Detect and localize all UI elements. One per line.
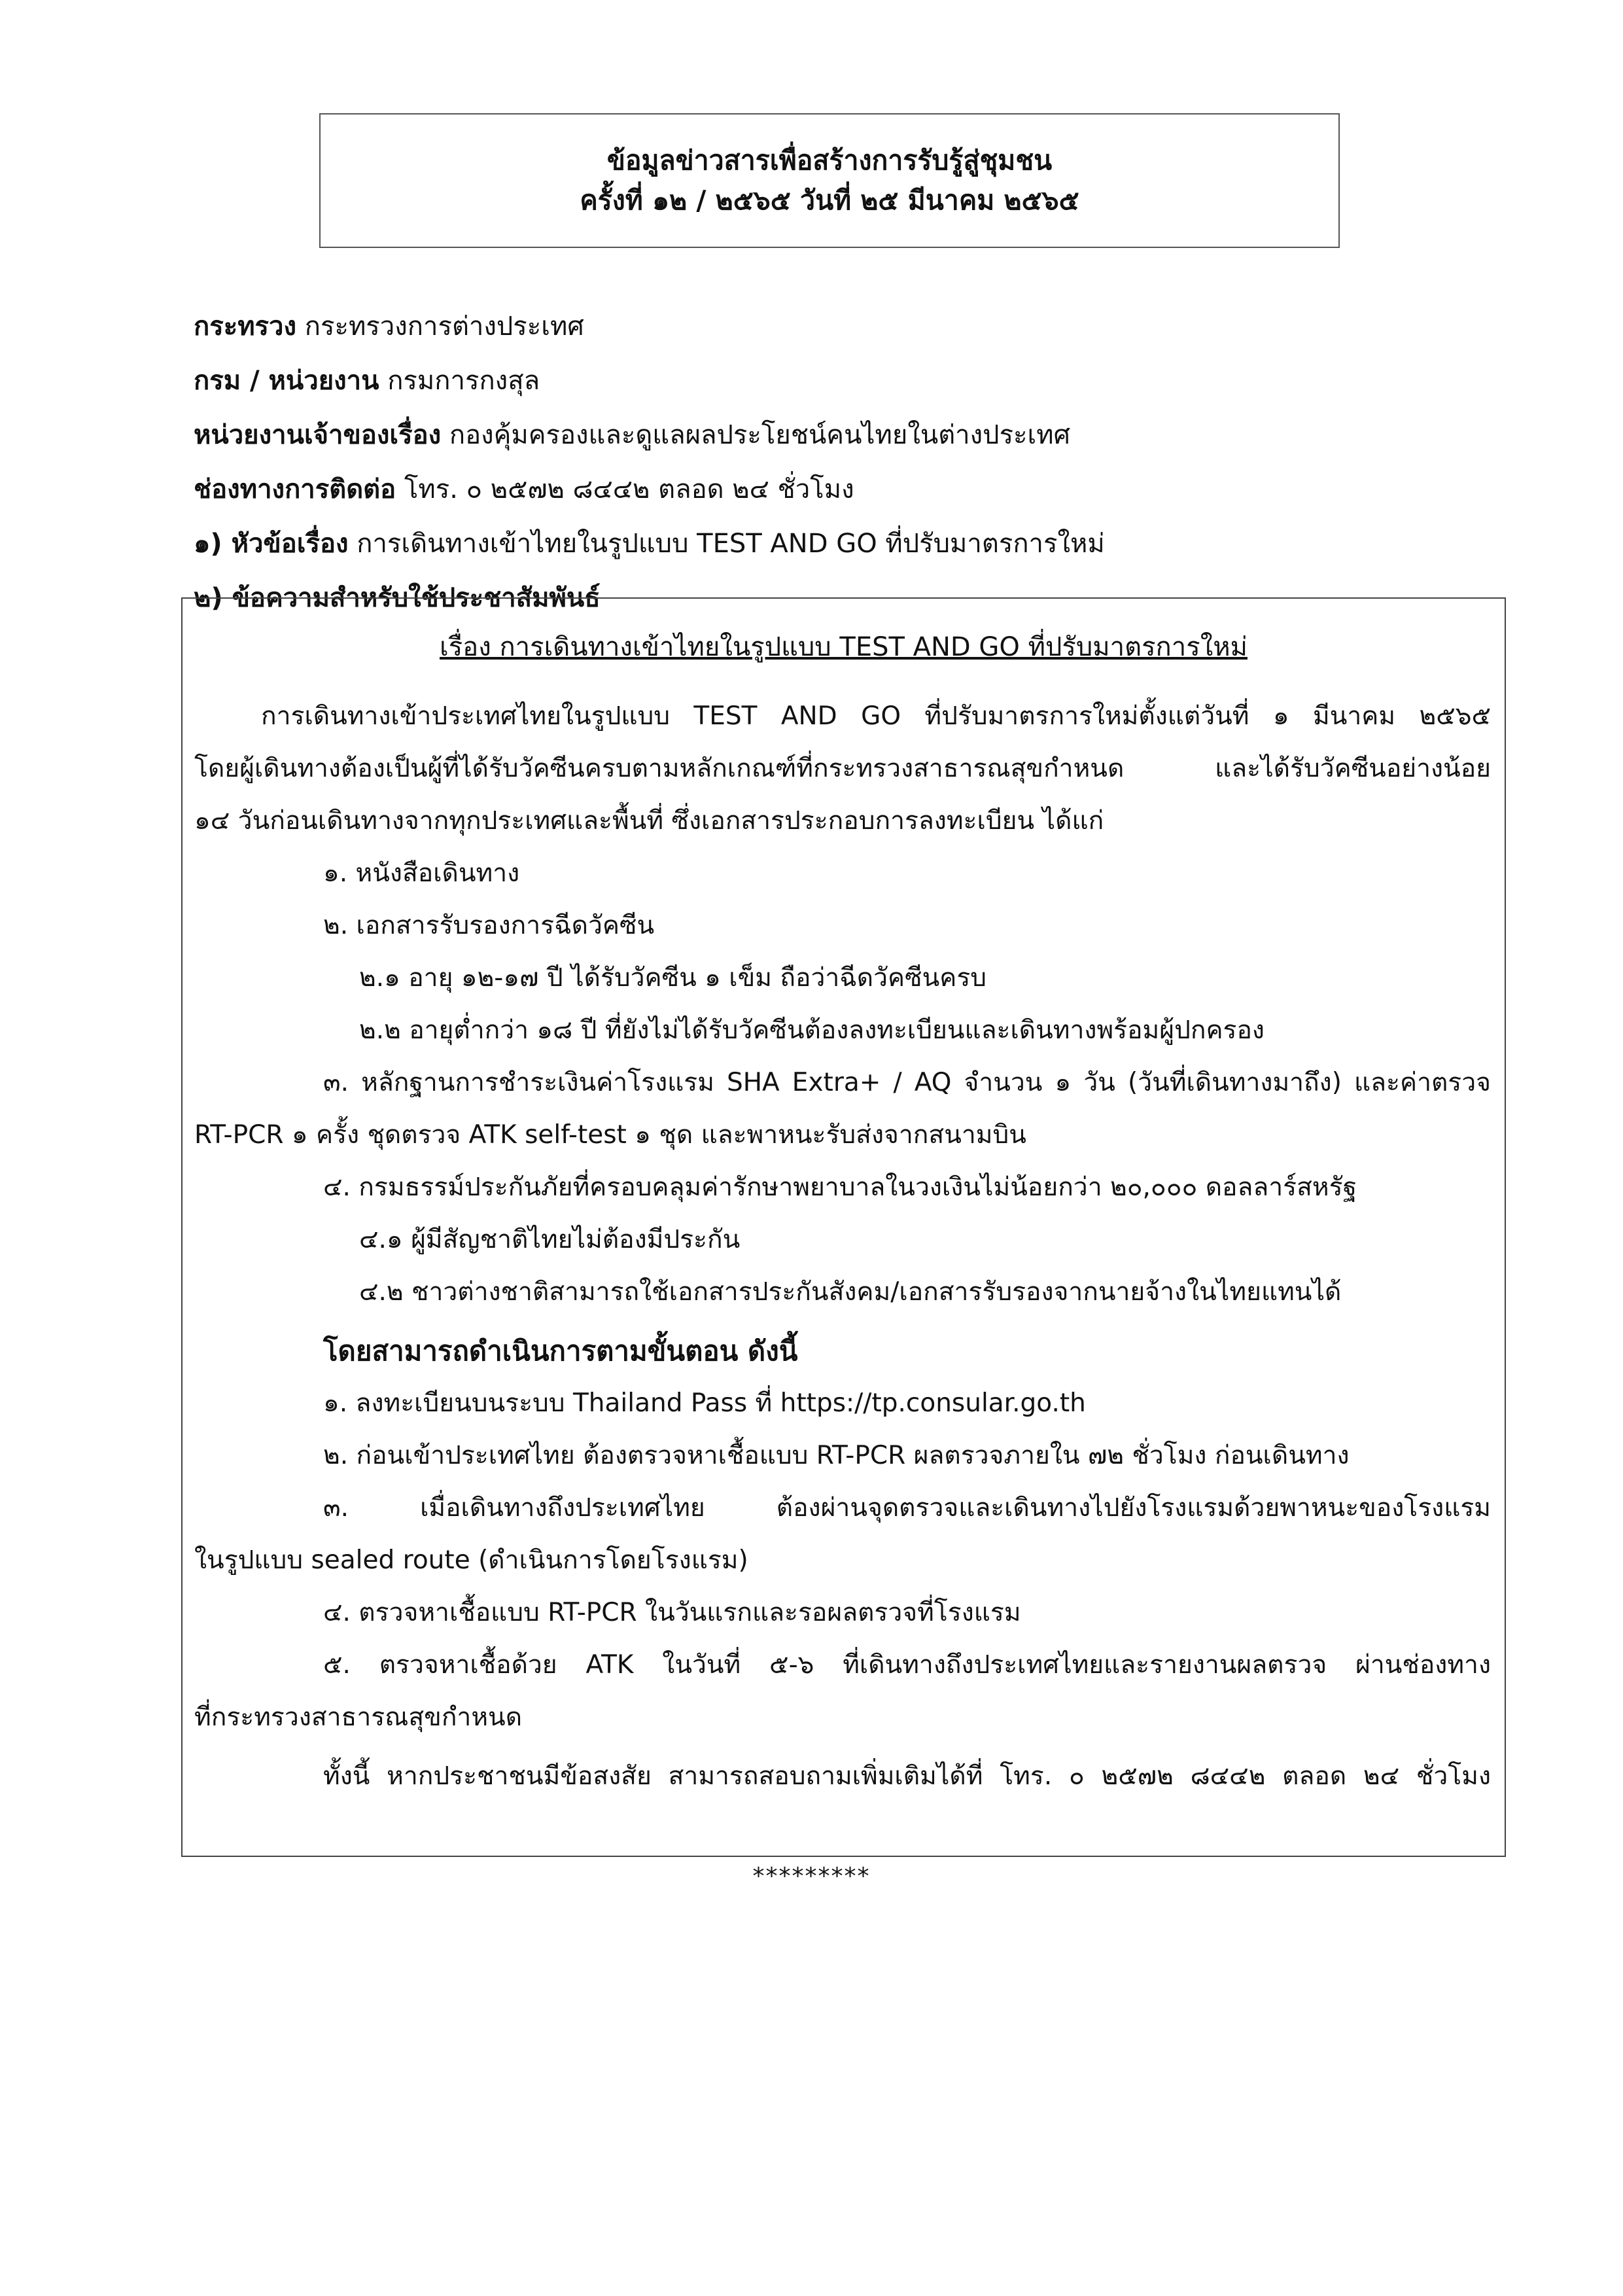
document-header-box [319,113,1340,248]
ministry-label: กระทรวง [194,311,297,342]
message-label: ๒) ข้อความสำหรับใช้ประชาสัมพันธ์ [194,583,601,613]
intro-line-1: การเดินทางเข้าประเทศไทยในรูปแบบ TEST AND GO ที่ปรับมาตรการใหม่ตั้งแต่วันที่ ๑ มีนาคม ๒๕๖๕ [261,701,1491,731]
step-4: ๔. ตรวจหาเชื้อแบบ RT-PCR ในวันแรกและรอผลตรวจที่โรงแรม [323,1598,1021,1627]
step-3: ๓. เมื่อเดินทางถึงประเทศไทย ต้องผ่านจุดตรวจและเดินทางไปยังโรงแรมด้วยพาหนะของโรงแรม [323,1493,1491,1523]
step-1: ๑. ลงทะเบียนบนระบบ Thailand Pass ที่ https://tp.consular.go.th [323,1388,1086,1418]
ministry-value: กระทรวงการต่างประเทศ [304,311,584,342]
department-label: กรม / หน่วยงาน [194,366,379,396]
closing-line: ทั้งนี้ หากประชาชนมีข้อสงสัย สามารถสอบถามเพิ่มเติมได้ที่ โทร. ๐ ๒๕๗๒ ๘๔๔๒ ตลอด ๒๔ ชั่วโมง [323,1761,1491,1791]
step-5-cont: ที่กระทรวงสาธารณสุขกำหนด [194,1703,523,1732]
ministry-row [194,300,1502,354]
step-3-cont: ในรูปแบบ sealed route (ดำเนินการโดยโรงแรม) [194,1545,748,1575]
department-value: กรมการกงสุล [387,366,540,396]
step-5: ๕. ตรวจหาเชื้อด้วย ATK ในวันที่ ๕-๖ ที่เดินทางถึงประเทศไทยและรายงานผลตรวจ ผ่านช่องทาง [323,1650,1491,1680]
document-item-4-1: ๔.๑ ผู้มีสัญชาติไทยไม่ต้องมีประกัน [359,1225,741,1254]
document-item-2-1: ๒.๑ อายุ ๑๒-๑๗ ปี ได้รับวัคซีน ๑ เข็ม ถือว่าฉีดวัคซีนครบ [359,963,987,993]
topic-value: การเดินทางเข้าไทยในรูปแบบ TEST AND GO ที่ปรับมาตรการใหม่ [357,529,1105,559]
steps-heading: โดยสามารถดำเนินการตามขั้นตอน ดังนี้ [323,1335,798,1367]
owner-value: กองคุ้มครองและดูแลผลประโยชน์คนไทยในต่างประเทศ [449,420,1070,450]
owner-label: หน่วยงานเจ้าของเรื่อง [194,420,442,450]
document-item-2-2: ๒.๒ อายุต่ำกว่า ๑๘ ปี ที่ยังไม่ได้รับวัคซีนต้องลงทะเบียนและเดินทางพร้อมผู้ปกครอง [359,1016,1265,1045]
topic-row [194,517,1502,571]
intro-line-3: ๑๔ วันก่อนเดินทางจากทุกประเทศและพื้นที่ ซึ่งเอกสารประกอบการลงทะเบียน ได้แก่ [194,806,1104,836]
header-issue-date: ครั้งที่ ๑๒ / ๒๕๖๕ วันที่ ๒๕ มีนาคม ๒๕๖๕ [580,185,1079,216]
contact-label: ช่องทางการติดต่อ [194,474,396,504]
owner-row [194,408,1502,463]
document-item-4: ๔. กรมธรรม์ประกันภัยที่ครอบคลุมค่ารักษาพยาบาลในวงเงินไม่น้อยกว่า ๒๐,๐๐๐ ดอลลาร์สหรัฐ [323,1173,1357,1202]
document-item-2: ๒. เอกสารรับรองการฉีดวัคซีน [323,911,655,940]
end-marker: ********* [752,1863,871,1890]
announcement-box [181,597,1506,1857]
department-row [194,354,1502,408]
header-title: ข้อมูลข่าวสารเพื่อสร้างการรับรู้สู่ชุมชน [606,144,1053,176]
document-metadata [194,300,1502,626]
document-item-4-2: ๔.๒ ชาวต่างชาติสามารถใช้เอกสารประกันสังคม/เอกสารรับรองจากนายจ้างในไทยแทนได้ [359,1277,1342,1307]
announcement-title: เรื่อง การเดินทางเข้าไทยในรูปแบบ TEST AND GO ที่ปรับมาตรการใหม่ [440,632,1248,662]
intro-line-2: โดยผู้เดินทางต้องเป็นผู้ที่ได้รับวัคซีนครบตามหลักเกณฑ์ที่กระทรวงสาธารณสุขกำหนด และได้รับวัคซีนอย่างน้อย [194,754,1491,783]
topic-label: ๑) หัวข้อเรื่อง [194,529,349,559]
document-item-3-cont: RT-PCR ๑ ครั้ง ชุดตรวจ ATK self-test ๑ ชุด และพาหนะรับส่งจากสนามบิน [194,1120,1026,1150]
document-item-1: ๑. หนังสือเดินทาง [323,858,520,888]
document-item-3: ๓. หลักฐานการชำระเงินค่าโรงแรม SHA Extra+ / AQ จำนวน ๑ วัน (วันที่เดินทางมาถึง) และค่าตรวจ [323,1068,1491,1097]
step-2: ๒. ก่อนเข้าประเทศไทย ต้องตรวจหาเชื้อแบบ RT-PCR ผลตรวจภายใน ๗๒ ชั่วโมง ก่อนเดินทาง [323,1441,1350,1470]
contact-row [194,463,1502,517]
contact-value: โทร. ๐ ๒๕๗๒ ๘๔๔๒ ตลอด ๒๔ ชั่วโมง [404,474,854,504]
